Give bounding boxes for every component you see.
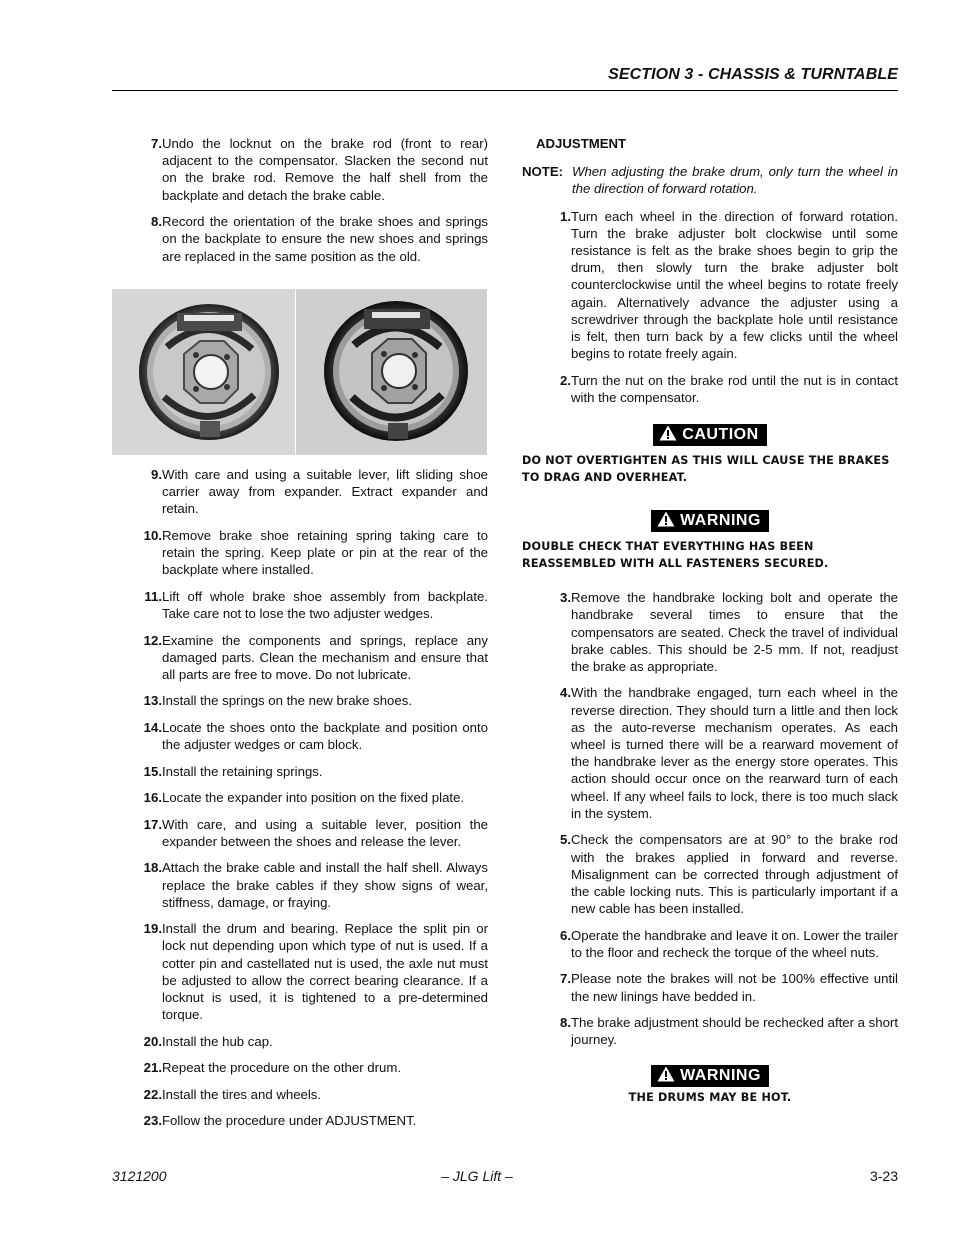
list-item — [128, 1086, 488, 1103]
step-text: Please note the brakes will not be 100% effective until the new linings have bedded in. — [571, 971, 898, 1004]
list-item — [522, 1014, 898, 1048]
step-number: 10. — [143, 527, 162, 543]
step-number: 5. — [560, 832, 571, 848]
caution-badge — [653, 424, 766, 446]
warning-triangle-icon — [657, 1066, 675, 1082]
step-text: The brake adjustment should be rechecked after a short journey. — [571, 1015, 898, 1048]
step-text: Repeat the procedure on the other drum. — [162, 1060, 401, 1076]
section-title: SECTION 3 - CHASSIS & TURNTABLE — [608, 66, 898, 83]
list-item — [128, 588, 488, 622]
caution-banner — [522, 424, 898, 446]
step-number: 11. — [144, 588, 162, 604]
adjustment-heading: ADJUSTMENT — [536, 136, 627, 151]
note-text: When adjusting the brake drum, only turn the wheel in the direction of forward rotation. — [572, 164, 898, 197]
warning-triangle-icon — [659, 425, 677, 441]
list-item — [128, 920, 488, 1023]
step-text: Attach the brake cable and install the half shell. Always replace the brake cables if they show signs of wear, stiffness, damage, or fraying. — [162, 860, 488, 910]
step-number: 15. — [143, 763, 162, 779]
step-text: Turn the nut on the brake rod until the nut is in contact with the compensator. — [571, 372, 898, 405]
step-text: With care and using a suitable lever, lift sliding shoe carrier away from expander. Extract expander and retain. — [162, 467, 488, 517]
step-text: Record the orientation of the brake shoes and springs on the backplate to ensure the new shoes and springs are replaced in the same position as the old. — [162, 214, 488, 264]
list-item — [522, 927, 898, 961]
step-text: Locate the shoes onto the backplate and position onto the adjuster wedges or cam block. — [162, 719, 488, 753]
list-item — [128, 527, 488, 579]
step-text: Operate the handbrake and leave it on. Lower the trailer to the floor and recheck the torque of the wheel nuts. — [571, 927, 898, 960]
footer-brand: – JLG Lift – — [441, 1168, 513, 1184]
warning-badge — [651, 510, 769, 532]
right-column — [522, 135, 898, 1106]
step-text: With the handbrake engaged, turn each wheel in the reverse direction. They should turn a little and then lock as the auto-reverse mechanism operates. As each wheel is turned there will be a rearward movement of the handbrake lever as the energy store operates. This action should occur once on the rearward turn of each wheel. If any wheel fails to lock, there is too much slack in the system. — [571, 685, 898, 821]
step-number: 21. — [143, 1060, 162, 1076]
step-number: 7. — [151, 136, 162, 151]
list-item — [522, 970, 898, 1004]
list-item — [128, 1112, 488, 1129]
warning-triangle-icon — [657, 511, 675, 527]
footer-doc-number: 3121200 — [112, 1168, 167, 1184]
list-item — [128, 763, 488, 780]
step-number: 3. — [560, 590, 571, 606]
list-item — [522, 589, 898, 675]
step-number: 8. — [151, 214, 162, 230]
step-number: 1. — [560, 208, 571, 224]
list-item — [128, 719, 488, 753]
warning-label: WARNING — [680, 1066, 761, 1084]
step-number: 20. — [143, 1033, 162, 1049]
list-item — [128, 1059, 488, 1076]
step-text: Lift off whole brake shoe assembly from backplate. Take care not to lose the two adjuster wedges. — [162, 588, 488, 622]
list-item — [522, 831, 898, 917]
warning-badge — [651, 1065, 769, 1087]
step-text: Turn each wheel in the direction of forward rotation. Turn the brake adjuster bolt clockwise until some resistance is felt as the brake shoes begin to grip the drum, then slowly turn the brake adjuster bolt counterclockwise until the wheel begins to rotate freely again. Alternatively advance the adjuster using a screwdriver through the backplate hole until resistance is felt, then turn back by a few clicks until the wheel begins to rotate freely again. — [571, 208, 898, 362]
step-text: Install the retaining springs. — [162, 763, 323, 779]
step-number: 23. — [143, 1113, 162, 1129]
list-item — [522, 372, 898, 406]
left-column-top — [128, 135, 488, 274]
step-number: 8. — [560, 1015, 571, 1031]
step-number: 2. — [560, 372, 571, 388]
list-item — [128, 213, 488, 265]
step-number: 7. — [560, 971, 571, 987]
step-text: Install the tires and wheels. — [162, 1086, 322, 1102]
step-text: Locate the expander into position on the fixed plate. — [162, 790, 465, 806]
brake-backplate-photo — [112, 289, 487, 455]
step-text: Follow the procedure under ADJUSTMENT. — [162, 1113, 417, 1129]
warning-text-2: THE DRUMS MAY BE HOT. — [628, 1090, 792, 1104]
left-column-bottom — [128, 466, 488, 1139]
step-text: Install the drum and bearing. Replace the split pin or lock nut depending upon which type of nut is used. If a cotter pin and castellated nut is used, the axle nut must be adjusted to allow the correct bearing clearance. If a locknut is used, it is tightened to a pre-determined torque. — [162, 921, 488, 1023]
list-item — [128, 632, 488, 684]
note — [522, 163, 898, 197]
caution-label: CAUTION — [682, 426, 759, 444]
step-number: 19. — [143, 921, 162, 937]
note-label: NOTE: — [522, 164, 564, 180]
warning-text: DOUBLE CHECK THAT EVERYTHING HAS BEEN REASSEMBLED WITH ALL FASTENERS SECURED. — [522, 540, 829, 571]
step-number: 18. — [143, 860, 162, 876]
caution-text: DO NOT OVERTIGHTEN AS THIS WILL CAUSE THE BRAKES TO DRAG AND OVERHEAT. — [522, 454, 890, 485]
list-item — [128, 816, 488, 850]
step-text: Remove brake shoe retaining spring taking care to retain the spring. Keep plate or pin at the rear of the backplate where installed. — [162, 527, 488, 578]
step-text: Remove the handbrake locking bolt and operate the handbrake several times to ensure that the compensators are seated. Check the travel of individual brake cables. This should be 2-5 mm. If not, readjust the brake as appropriate. — [571, 590, 898, 674]
step-text: With care, and using a suitable lever, position the expander between the shoes and release the lever. — [162, 816, 488, 849]
warning-banner-2 — [522, 1065, 898, 1087]
step-number: 6. — [560, 927, 571, 943]
list-item — [128, 789, 488, 806]
warning-banner — [522, 510, 898, 532]
step-number: 12. — [143, 632, 162, 648]
step-number: 22. — [143, 1086, 162, 1102]
footer-page-number: 3-23 — [869, 1168, 898, 1184]
list-item — [522, 208, 898, 363]
list-item — [128, 466, 488, 518]
step-text: Examine the components and springs, replace any damaged parts. Clean the mechanism and ensure that all parts are free to move. Do not lubricate. — [162, 632, 488, 682]
warning-label: WARNING — [680, 512, 761, 530]
step-text: Check the compensators are at 90° to the brake rod with the brakes applied in forward and reverse. Misalignment can be corrected through adjustment of the cable locking nuts. This is particularly important if a new cable has been installed. — [571, 832, 898, 917]
step-number: 14. — [143, 719, 162, 735]
list-item — [128, 135, 488, 204]
step-text: Install the springs on the new brake shoes. — [162, 693, 412, 709]
list-item — [522, 684, 898, 822]
step-text: Install the hub cap. — [162, 1033, 273, 1049]
page-header — [112, 64, 898, 91]
step-number: 16. — [143, 790, 162, 806]
step-number: 13. — [143, 693, 162, 709]
step-number: 9. — [151, 467, 162, 482]
step-number: 17. — [143, 816, 162, 832]
backplate-right — [324, 301, 468, 441]
list-item — [128, 1033, 488, 1050]
backplate-left — [139, 304, 279, 440]
step-text: Undo the locknut on the brake rod (front to rear) adjacent to the compensator. Slacken the second nut on the brake rod. Remove the half shell from the backplate and detach the brake cable. — [162, 136, 488, 203]
step-number: 4. — [560, 685, 571, 701]
list-item — [128, 692, 488, 709]
list-item — [128, 859, 488, 911]
